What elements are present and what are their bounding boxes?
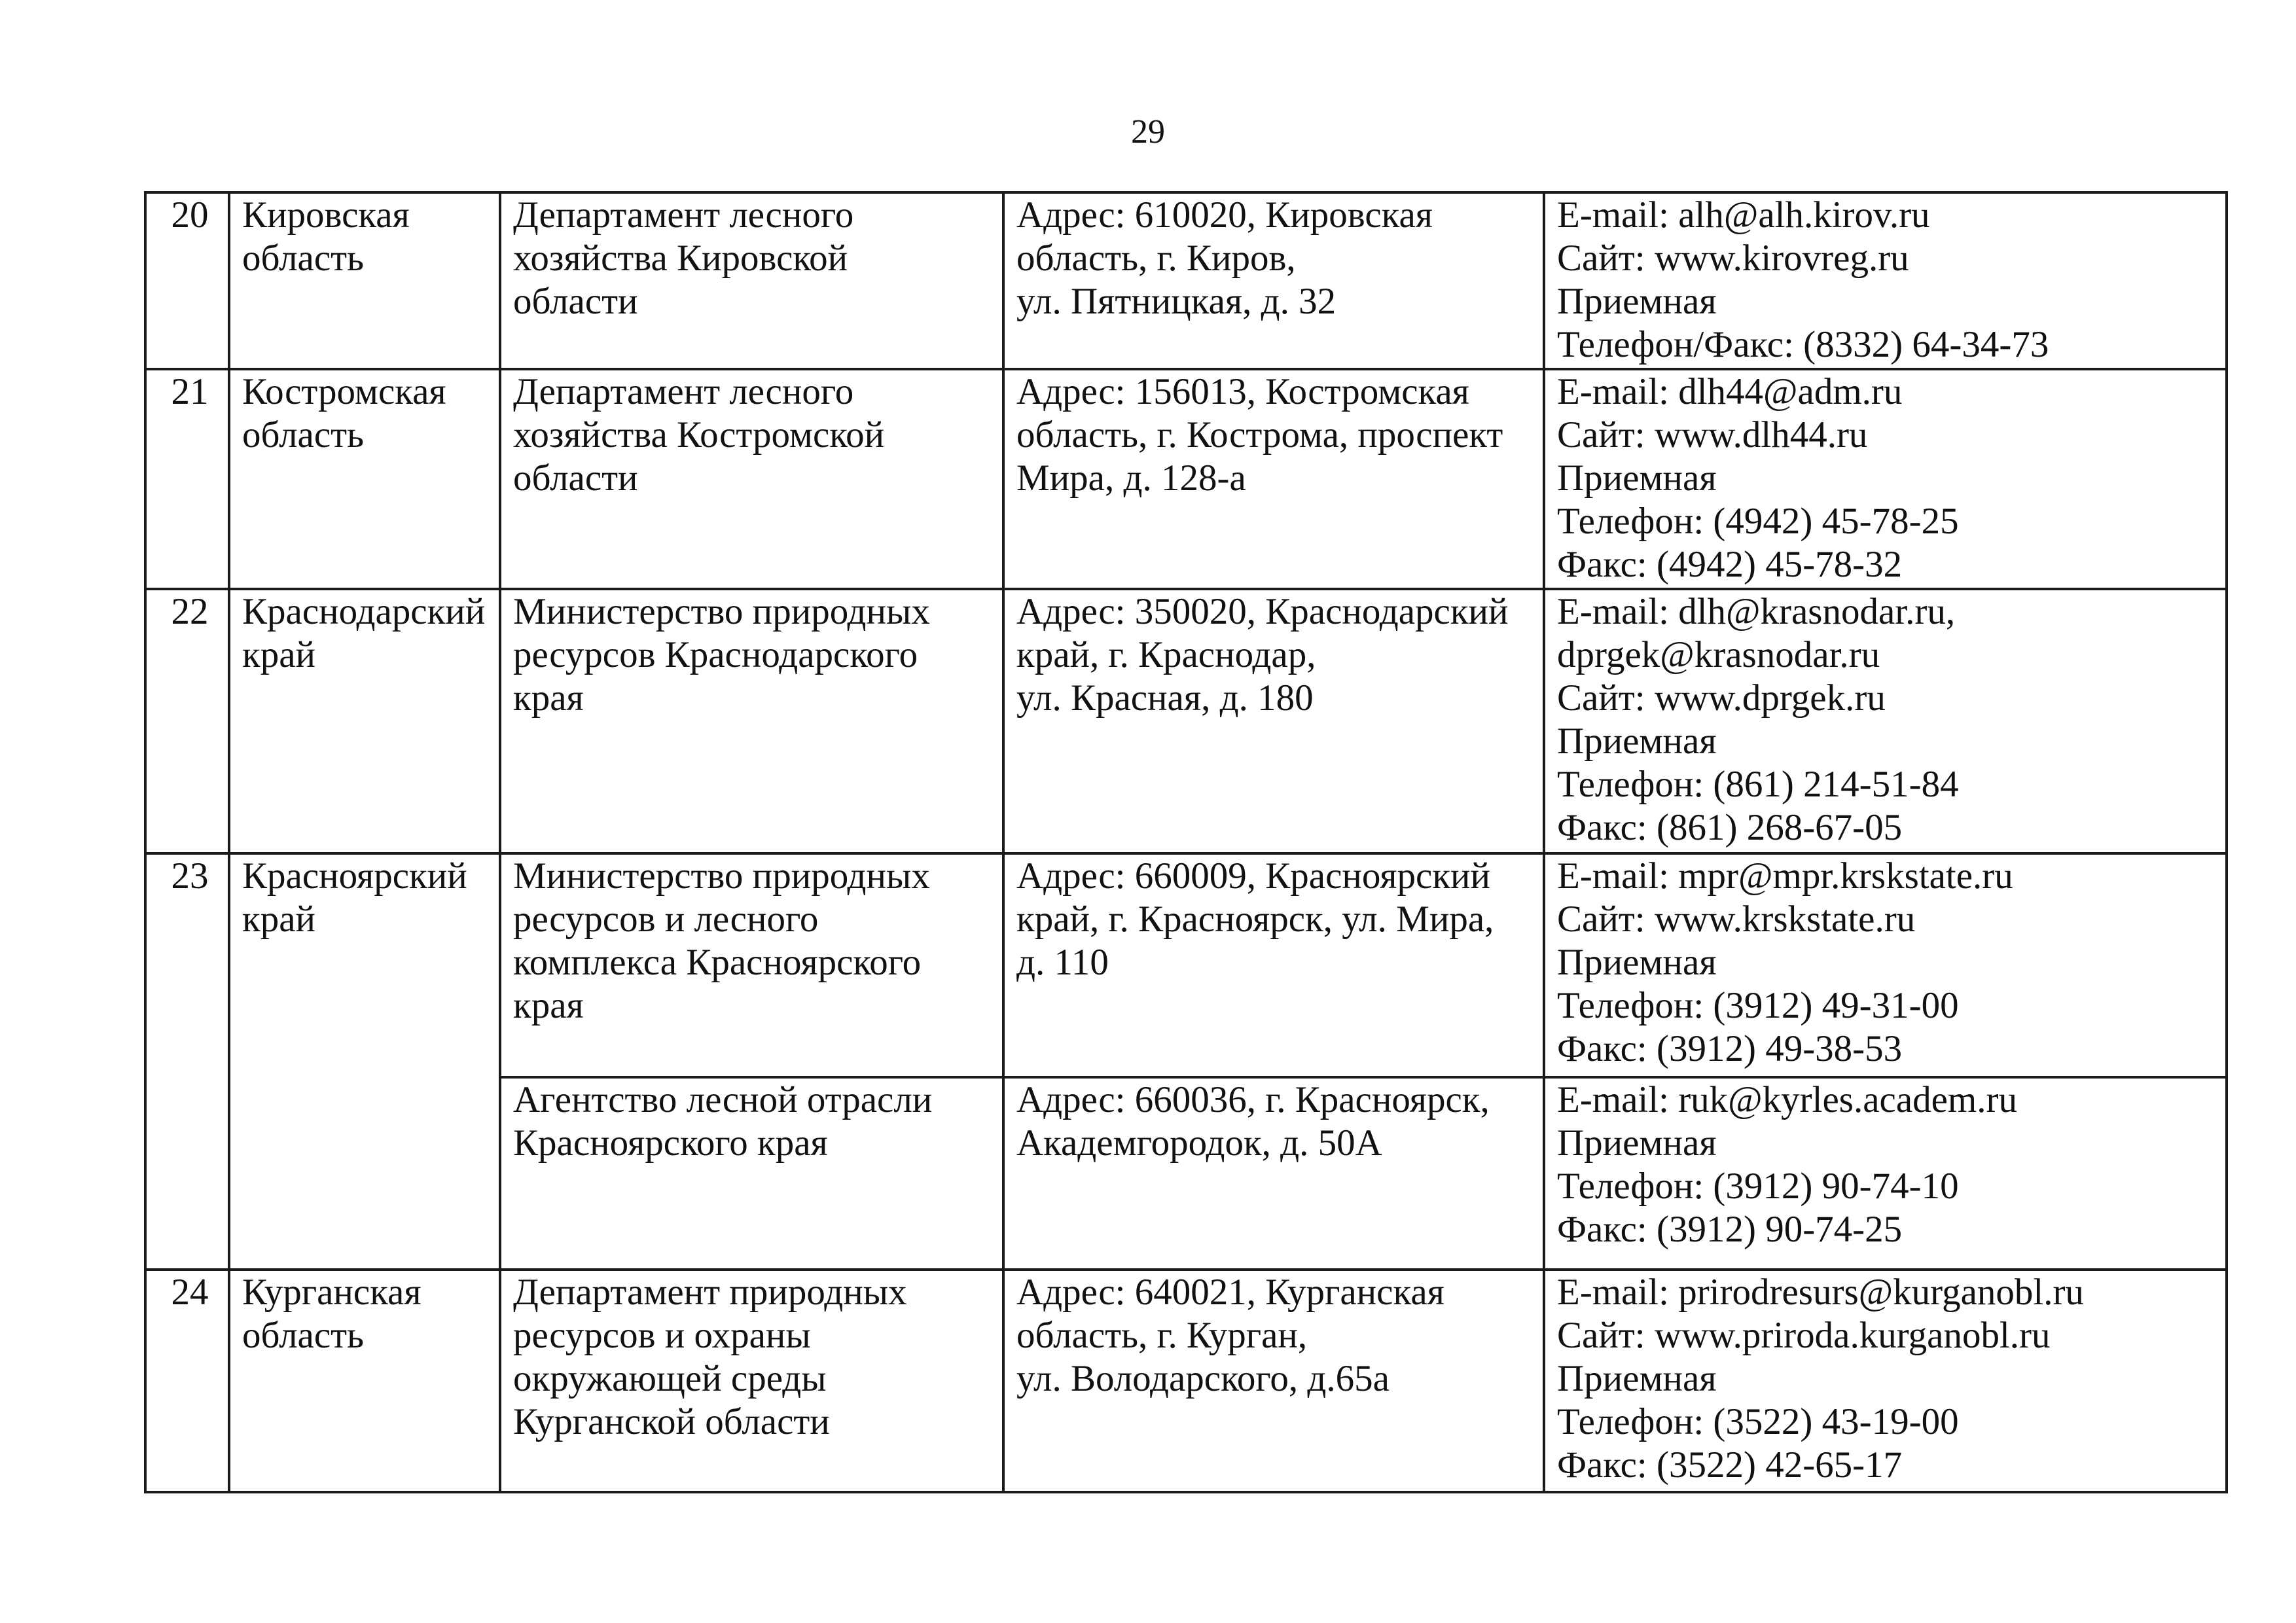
address-cell [1003, 192, 1544, 369]
region-line: Курганская [242, 1272, 422, 1313]
agency-cell [500, 192, 1003, 369]
address-cell [1003, 589, 1544, 853]
address-line: область, г. Курган, [1016, 1315, 1308, 1356]
table-row [145, 853, 2227, 1077]
address-cell [1003, 1270, 1544, 1492]
contact-line: Телефон: (3912) 90-74-10 [1557, 1166, 1959, 1207]
row-number: 24 [145, 1270, 229, 1492]
region-line: край [242, 634, 315, 675]
agency-line: окружающей среды [513, 1358, 827, 1399]
region-cell [229, 589, 500, 853]
address-line: Адрес: 350020, Краснодарский [1016, 591, 1509, 632]
contact-line: Приемная [1557, 721, 1717, 762]
agency-line: края [513, 985, 584, 1026]
agency-line: области [513, 457, 638, 499]
contact-line: Телефон/Факс: (8332) 64-34-73 [1557, 324, 2049, 365]
contacts-cell [1544, 1077, 2227, 1270]
contact-line: Телефон: (4942) 45-78-25 [1557, 501, 1959, 542]
agency-line: хозяйства Костромской [513, 414, 885, 455]
contact-line: Приемная [1557, 942, 1717, 983]
agency-line: хозяйства Кировской [513, 238, 848, 279]
contact-line: E-mail: dlh@krasnodar.ru, [1557, 591, 1956, 632]
contact-line: E-mail: ruk@kyrles.academ.ru [1557, 1079, 2017, 1120]
contact-line: Телефон: (3522) 43-19-00 [1557, 1401, 1959, 1442]
contact-line: E-mail: prirodresurs@kurganobl.ru [1557, 1272, 2084, 1313]
contacts-table [144, 191, 2228, 1493]
address-line: Адрес: 660009, Красноярский [1016, 855, 1491, 897]
address-line: край, г. Краснодар, [1016, 634, 1316, 675]
contact-line: dprgek@krasnodar.ru [1557, 634, 1880, 675]
table-row [145, 589, 2227, 853]
address-line: Адрес: 610020, Кировская [1016, 194, 1433, 236]
agency-cell [500, 369, 1003, 589]
agency-cell [500, 589, 1003, 853]
contact-line: Сайт: www.priroda.kurganobl.ru [1557, 1315, 2051, 1356]
contact-line: Сайт: www.dprgek.ru [1557, 677, 1886, 719]
table-row [145, 369, 2227, 589]
address-line: ул. Красная, д. 180 [1016, 677, 1314, 719]
region-cell [229, 369, 500, 589]
address-line: Мира, д. 128-а [1016, 457, 1246, 499]
region-line: Костромская [242, 371, 446, 412]
agency-line: края [513, 677, 584, 719]
agency-line: Департамент лесного [513, 194, 854, 236]
contacts-cell [1544, 1270, 2227, 1492]
region-line: Краснодарский [242, 591, 486, 632]
agency-cell [500, 853, 1003, 1077]
address-line: ул. Пятницкая, д. 32 [1016, 281, 1336, 322]
page-number: 29 [1131, 113, 1165, 151]
region-line: область [242, 238, 365, 279]
agency-line: Красноярского края [513, 1122, 828, 1164]
agency-cell [500, 1077, 1003, 1270]
region-line: край [242, 899, 315, 940]
row-number: 23 [145, 853, 229, 1270]
contact-line: Приемная [1557, 457, 1717, 499]
contacts-cell [1544, 853, 2227, 1077]
contacts-cell [1544, 369, 2227, 589]
table-row [145, 192, 2227, 369]
contact-line: E-mail: alh@alh.kirov.ru [1557, 194, 1930, 236]
address-cell [1003, 1077, 1544, 1270]
address-line: область, г. Кострома, проспект [1016, 414, 1503, 455]
agency-line: ресурсов Краснодарского [513, 634, 918, 675]
region-line: Кировская [242, 194, 410, 236]
agency-line: Министерство природных [513, 591, 930, 632]
row-number: 22 [145, 589, 229, 853]
agency-line: Департамент лесного [513, 371, 854, 412]
contact-line: Факс: (861) 268-67-05 [1557, 807, 1903, 848]
agency-line: Департамент природных [513, 1272, 907, 1313]
address-line: Адрес: 640021, Курганская [1016, 1272, 1444, 1313]
contact-line: Факс: (3912) 90-74-25 [1557, 1209, 1903, 1250]
row-number: 21 [145, 369, 229, 589]
contact-line: Телефон: (861) 214-51-84 [1557, 764, 1959, 805]
agency-cell [500, 1270, 1003, 1492]
region-line: область [242, 1315, 365, 1356]
address-line: д. 110 [1016, 942, 1109, 983]
contacts-cell [1544, 192, 2227, 369]
contact-line: Сайт: www.krskstate.ru [1557, 899, 1916, 940]
table-row [145, 1270, 2227, 1492]
address-line: ул. Володарского, д.65а [1016, 1358, 1390, 1399]
contact-line: Сайт: www.dlh44.ru [1557, 414, 1868, 455]
agency-line: комплекса Красноярского [513, 942, 922, 983]
contact-line: Телефон: (3912) 49-31-00 [1557, 985, 1959, 1026]
address-line: Адрес: 156013, Костромская [1016, 371, 1469, 412]
address-line: Адрес: 660036, г. Красноярск, [1016, 1079, 1490, 1120]
contact-line: Приемная [1557, 281, 1717, 322]
address-line: область, г. Киров, [1016, 238, 1296, 279]
address-cell [1003, 853, 1544, 1077]
address-line: Академгородок, д. 50А [1016, 1122, 1382, 1164]
region-line: Красноярский [242, 855, 467, 897]
contact-line: Приемная [1557, 1358, 1717, 1399]
region-cell [229, 1270, 500, 1492]
contact-line: Сайт: www.kirovreg.ru [1557, 238, 1909, 279]
row-number: 20 [145, 192, 229, 369]
contact-line: Факс: (4942) 45-78-32 [1557, 544, 1903, 585]
region-line: область [242, 414, 365, 455]
contact-line: E-mail: mpr@mpr.krskstate.ru [1557, 855, 2013, 897]
agency-line: ресурсов и охраны [513, 1315, 811, 1356]
agency-line: Министерство природных [513, 855, 930, 897]
agency-line: Агентство лесной отрасли [513, 1079, 933, 1120]
contact-line: Приемная [1557, 1122, 1717, 1164]
contact-line: E-mail: dlh44@adm.ru [1557, 371, 1903, 412]
address-line: край, г. Красноярск, ул. Мира, [1016, 899, 1494, 940]
region-cell [229, 192, 500, 369]
agency-line: области [513, 281, 638, 322]
agency-line: Курганской области [513, 1401, 830, 1442]
region-cell [229, 853, 500, 1270]
contact-line: Факс: (3522) 42-65-17 [1557, 1444, 1903, 1486]
agency-line: ресурсов и лесного [513, 899, 819, 940]
contact-line: Факс: (3912) 49-38-53 [1557, 1028, 1903, 1069]
contacts-cell [1544, 589, 2227, 853]
address-cell [1003, 369, 1544, 589]
